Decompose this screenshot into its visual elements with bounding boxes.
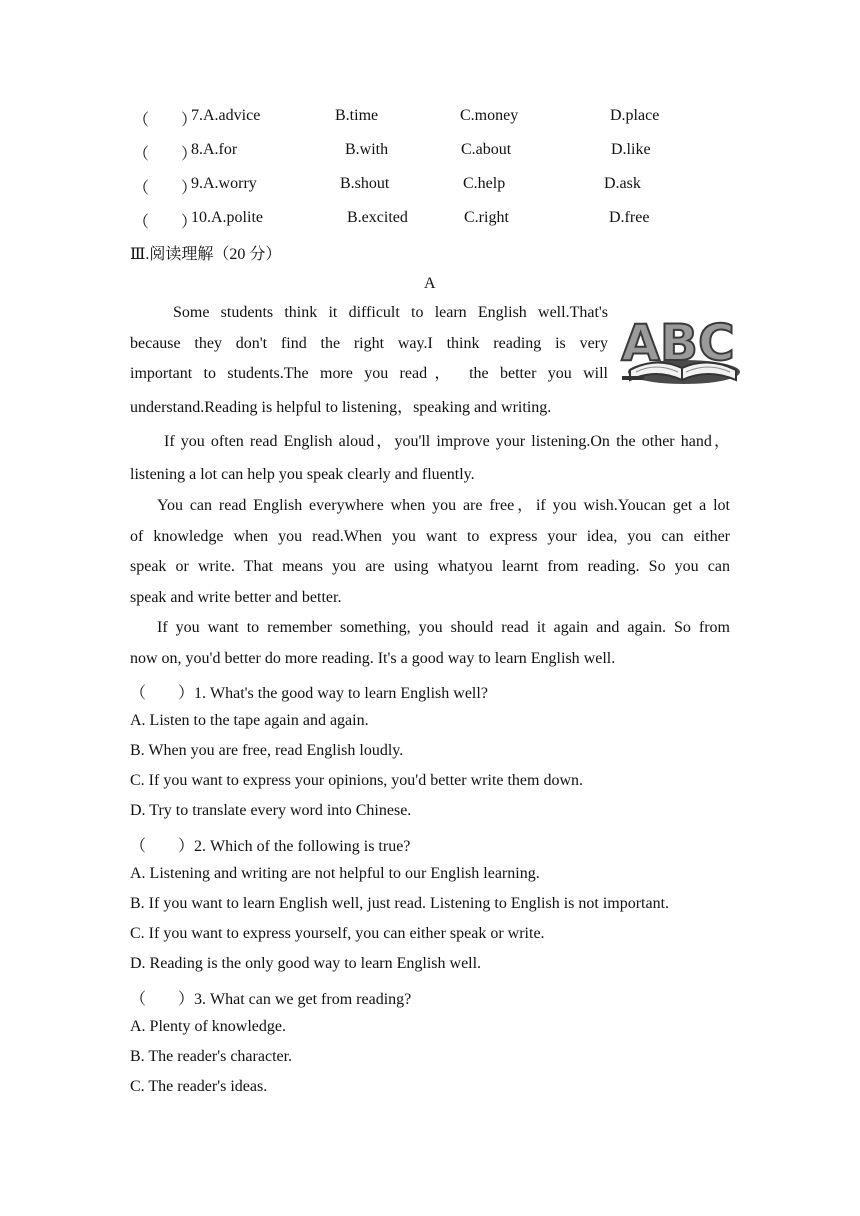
paragraph-line: You can read English everywhere when you are free，if you wish.Youcan get a lot [157, 497, 730, 514]
question-2-option-c: C. If you want to express yourself, you can either speak or write. [130, 925, 545, 942]
option-a: 7.A.advice [191, 107, 261, 124]
abc-book-icon [620, 300, 742, 392]
question-1-stem: （ ）1. What's the good way to learn English well? [130, 685, 488, 702]
question-2-option-a: A. Listening and writing are not helpful to our English learning. [130, 865, 540, 882]
paragraph-line: speak and write better and better. [130, 588, 342, 606]
paragraph-line: If you often read English aloud，you'll improve your listening.On the other hand， [164, 433, 731, 450]
option-d: D.free [609, 209, 650, 226]
option-a: 9.A.worry [191, 175, 257, 192]
option-d: D.place [610, 107, 660, 124]
question-1-option-c: C. If you want to express your opinions, you'd better write them down. [130, 772, 584, 789]
option-c: C.about [461, 141, 512, 158]
paragraph-line: because they don't find the right way.I think reading is very [130, 334, 608, 352]
question-1-option-a: A. Listen to the tape again and again. [130, 712, 369, 729]
question-1-option-b: B. When you are free, read English loudly. [130, 742, 404, 759]
option-c: C.help [463, 175, 506, 192]
question-3-option-b: B. The reader's character. [130, 1048, 293, 1065]
paragraph-line: now on, you'd better do more reading. It's a good way to learn English well. [130, 649, 616, 667]
question-3-option-a: A. Plenty of knowledge. [130, 1018, 286, 1035]
paragraph-line: speak or write. That means you are using whatyou learnt from reading. So you can [130, 558, 730, 575]
question-3-option-c: C. The reader's ideas. [130, 1078, 268, 1095]
choice-row-7 [133, 107, 733, 129]
question-2-option-d: D. Reading is the only good way to learn English well. [130, 955, 482, 972]
passage-letter: A [424, 275, 436, 292]
answer-paren: （ ） [133, 112, 198, 129]
paragraph-3 [130, 491, 730, 613]
option-b: B.shout [340, 175, 390, 192]
option-c: C.money [460, 107, 519, 124]
option-b: B.with [345, 141, 389, 158]
option-a: 10.A.polite [191, 209, 263, 226]
answer-paren: （ ） [133, 146, 198, 163]
question-2-stem: （ ）2. Which of the following is true? [130, 838, 411, 855]
paragraph-line: listening a lot can help you speak clearly and fluently. [130, 466, 475, 483]
section-heading: Ⅲ.阅读理解（20 分） [130, 246, 282, 263]
paragraph-line: understand.Reading is helpful to listening，speaking and writing. [130, 398, 552, 416]
paragraph-2 [130, 427, 730, 491]
answer-paren: （ ） [133, 180, 198, 197]
option-c: C.right [464, 209, 509, 226]
abc-book-image [620, 300, 742, 392]
answer-paren: （ ） [133, 214, 198, 231]
question-3-stem: （ ）3. What can we get from reading? [130, 991, 412, 1008]
abc-letters: ABC [621, 314, 735, 372]
option-b: B.time [335, 107, 379, 124]
option-b: B.excited [347, 209, 408, 226]
paragraph-1 [130, 298, 608, 423]
paragraph-line: important to students.The more you read， the better you will [130, 365, 608, 382]
choice-row-10 [133, 209, 733, 231]
question-1-option-d: D. Try to translate every word into Chinese. [130, 802, 412, 819]
paragraph-line: of knowledge when you read.When you want to express your idea, you can either [130, 527, 730, 545]
option-a: 8.A.for [191, 141, 238, 158]
option-d: D.like [611, 141, 651, 158]
choice-row-9 [133, 175, 733, 197]
paragraph-4 [130, 613, 730, 674]
choice-row-8 [133, 141, 733, 163]
question-2-option-b: B. If you want to learn English well, just read. Listening to English is not important. [130, 895, 670, 912]
paragraph-line: If you want to remember something, you should read it again and again. So from [157, 619, 730, 636]
option-d: D.ask [604, 175, 641, 192]
paragraph-line: Some students think it difficult to learn English well.That's [173, 304, 608, 321]
